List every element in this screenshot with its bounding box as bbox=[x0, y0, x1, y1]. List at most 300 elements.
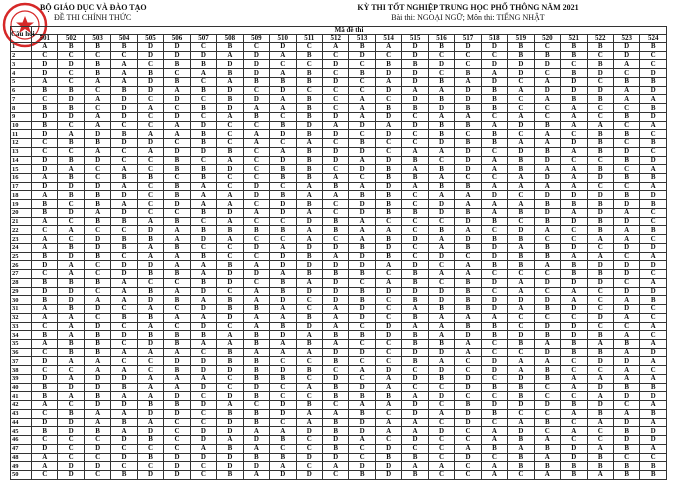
answer-cell: A bbox=[32, 43, 58, 52]
subject-line: Bài thi: NGOẠI NGỮ; Môn thi: TIẾNG NHẬT bbox=[391, 13, 545, 22]
answer-cell: D bbox=[428, 366, 454, 375]
answer-cell: D bbox=[270, 401, 296, 410]
answer-cell: B bbox=[164, 77, 190, 86]
answer-cell: B bbox=[587, 43, 613, 52]
answer-cell: B bbox=[217, 305, 243, 314]
answer-cell: C bbox=[587, 305, 613, 314]
answer-cell: C bbox=[534, 104, 560, 113]
answer-cell: B bbox=[84, 217, 110, 226]
answer-cell: B bbox=[58, 305, 84, 314]
answer-cell: D bbox=[322, 243, 348, 252]
answer-cell: D bbox=[587, 357, 613, 366]
answer-cell: D bbox=[164, 51, 190, 60]
answer-cell: A bbox=[32, 174, 58, 183]
answer-cell: C bbox=[322, 401, 348, 410]
answer-cell: B bbox=[508, 462, 534, 471]
answer-cell: D bbox=[217, 462, 243, 471]
answer-cell: A bbox=[322, 191, 348, 200]
table-row bbox=[11, 121, 667, 130]
answer-cell: D bbox=[84, 322, 110, 331]
answer-cell: D bbox=[32, 165, 58, 174]
answer-cell: A bbox=[640, 444, 667, 453]
answer-cell: B bbox=[243, 226, 269, 235]
answer-cell: A bbox=[561, 174, 587, 183]
answer-cell: C bbox=[296, 305, 322, 314]
exam-code-cell: 506 bbox=[164, 35, 190, 43]
exam-code-cell: 513 bbox=[349, 35, 375, 43]
answer-cell: A bbox=[561, 296, 587, 305]
answer-cell: B bbox=[561, 51, 587, 60]
answer-cell: B bbox=[587, 331, 613, 340]
answer-cell: B bbox=[481, 331, 507, 340]
answer-cell: D bbox=[349, 418, 375, 427]
answer-cell: C bbox=[375, 409, 401, 418]
answer-cell: D bbox=[481, 43, 507, 52]
answer-cell: A bbox=[58, 270, 84, 279]
answer-cell: A bbox=[84, 95, 110, 104]
answer-cell: B bbox=[137, 287, 163, 296]
answer-cell: B bbox=[561, 462, 587, 471]
answer-cell: D bbox=[561, 322, 587, 331]
answer-cell: B bbox=[190, 165, 216, 174]
answer-cell: B bbox=[561, 401, 587, 410]
answer-cell: A bbox=[217, 339, 243, 348]
answer-cell: D bbox=[243, 270, 269, 279]
answer-cell: C bbox=[428, 418, 454, 427]
answer-cell: A bbox=[455, 77, 481, 86]
answer-cell: C bbox=[190, 95, 216, 104]
answer-cell: B bbox=[190, 60, 216, 69]
answer-cell: C bbox=[375, 139, 401, 148]
answer-cell: D bbox=[640, 191, 667, 200]
answer-cell: B bbox=[349, 191, 375, 200]
answer-cell: B bbox=[32, 200, 58, 209]
answer-cell: D bbox=[137, 226, 163, 235]
answer-cell: C bbox=[508, 77, 534, 86]
answer-cell: B bbox=[481, 383, 507, 392]
answer-cell: A bbox=[534, 130, 560, 139]
exam-code-cell: 501 bbox=[32, 35, 58, 43]
answer-cell: A bbox=[587, 339, 613, 348]
answer-cell: C bbox=[137, 121, 163, 130]
answer-cell: A bbox=[402, 427, 428, 436]
answer-cell: B bbox=[270, 322, 296, 331]
exam-code-cell: 519 bbox=[508, 35, 534, 43]
answer-cell: B bbox=[508, 208, 534, 217]
answer-cell: C bbox=[561, 436, 587, 445]
answer-cell: C bbox=[640, 147, 667, 156]
table-row bbox=[11, 470, 667, 479]
answer-cell: D bbox=[587, 313, 613, 322]
answer-cell: C bbox=[428, 278, 454, 287]
answer-cell: B bbox=[561, 339, 587, 348]
answer-cell: D bbox=[587, 208, 613, 217]
answer-cell: C bbox=[270, 392, 296, 401]
answer-cell: D bbox=[455, 217, 481, 226]
answer-cell: C bbox=[296, 444, 322, 453]
answer-cell: A bbox=[561, 182, 587, 191]
answer-cell: D bbox=[164, 112, 190, 121]
answer-cell: C bbox=[349, 374, 375, 383]
answer-cell: C bbox=[164, 174, 190, 183]
answer-cell: B bbox=[561, 261, 587, 270]
question-number: 31 bbox=[11, 305, 32, 314]
answer-cell: B bbox=[561, 270, 587, 279]
table-row bbox=[11, 147, 667, 156]
answer-cell: C bbox=[217, 383, 243, 392]
question-number: 1 bbox=[11, 43, 32, 52]
answer-cell: A bbox=[561, 287, 587, 296]
answer-cell: D bbox=[534, 278, 560, 287]
answer-cell: D bbox=[32, 261, 58, 270]
answer-cell: A bbox=[508, 418, 534, 427]
answer-cell: C bbox=[534, 112, 560, 121]
answer-cell: C bbox=[84, 51, 110, 60]
answer-cell: D bbox=[296, 427, 322, 436]
answer-cell: A bbox=[561, 252, 587, 261]
answer-cell: D bbox=[137, 427, 163, 436]
answer-cell: B bbox=[402, 313, 428, 322]
question-number: 17 bbox=[11, 182, 32, 191]
answer-cell: A bbox=[375, 374, 401, 383]
answer-cell: B bbox=[534, 121, 560, 130]
answer-cell: A bbox=[58, 165, 84, 174]
answer-cell: D bbox=[58, 208, 84, 217]
answer-cell: A bbox=[270, 104, 296, 113]
answer-cell: C bbox=[243, 156, 269, 165]
answer-cell: A bbox=[613, 226, 639, 235]
answer-cell: C bbox=[561, 392, 587, 401]
answer-cell: C bbox=[455, 60, 481, 69]
answer-cell: A bbox=[640, 322, 667, 331]
answer-rows bbox=[11, 43, 667, 480]
answer-cell: B bbox=[84, 200, 110, 209]
answer-cell: B bbox=[322, 217, 348, 226]
answer-cell: B bbox=[217, 444, 243, 453]
answer-cell: C bbox=[349, 278, 375, 287]
answer-cell: A bbox=[481, 156, 507, 165]
answer-cell: B bbox=[270, 191, 296, 200]
answer-cell: B bbox=[111, 43, 137, 52]
answer-cell: A bbox=[428, 243, 454, 252]
answer-cell: D bbox=[587, 174, 613, 183]
answer-cell: D bbox=[111, 95, 137, 104]
answer-cell: B bbox=[243, 112, 269, 121]
answer-cell: A bbox=[111, 60, 137, 69]
answer-cell: C bbox=[640, 453, 667, 462]
answer-cell: D bbox=[508, 401, 534, 410]
answer-cell: A bbox=[561, 409, 587, 418]
table-row bbox=[11, 43, 667, 52]
answer-cell: D bbox=[217, 427, 243, 436]
answer-cell: B bbox=[164, 270, 190, 279]
answer-cell: D bbox=[137, 77, 163, 86]
answer-cell: B bbox=[137, 174, 163, 183]
answer-cell: D bbox=[217, 104, 243, 113]
answer-cell: C bbox=[640, 51, 667, 60]
answer-cell: D bbox=[137, 470, 163, 479]
answer-cell: C bbox=[217, 139, 243, 148]
answer-cell: B bbox=[534, 217, 560, 226]
answer-cell: C bbox=[190, 348, 216, 357]
answer-cell: B bbox=[137, 313, 163, 322]
answer-cell: A bbox=[428, 191, 454, 200]
answer-cell: B bbox=[190, 208, 216, 217]
answer-cell: D bbox=[481, 366, 507, 375]
answer-cell: B bbox=[137, 331, 163, 340]
answer-cell: C bbox=[534, 43, 560, 52]
answer-cell: D bbox=[296, 322, 322, 331]
answer-cell: C bbox=[534, 392, 560, 401]
answer-cell: C bbox=[402, 252, 428, 261]
answer-cell: A bbox=[508, 305, 534, 314]
answer-cell: A bbox=[270, 69, 296, 78]
answer-cell: D bbox=[296, 470, 322, 479]
answer-cell: B bbox=[32, 121, 58, 130]
answer-cell: D bbox=[375, 331, 401, 340]
answer-cell: B bbox=[111, 313, 137, 322]
answer-cell: A bbox=[375, 261, 401, 270]
answer-cell: A bbox=[111, 366, 137, 375]
answer-cell: C bbox=[613, 165, 639, 174]
answer-cell: A bbox=[164, 261, 190, 270]
answer-cell: A bbox=[270, 339, 296, 348]
question-number: 3 bbox=[11, 60, 32, 69]
answer-cell: D bbox=[270, 366, 296, 375]
answer-cell: B bbox=[428, 374, 454, 383]
answer-cell: B bbox=[243, 331, 269, 340]
answer-cell: D bbox=[217, 313, 243, 322]
answer-cell: C bbox=[481, 348, 507, 357]
answer-cell: B bbox=[58, 156, 84, 165]
answer-cell: A bbox=[375, 383, 401, 392]
answer-cell: D bbox=[534, 156, 560, 165]
answer-cell: A bbox=[534, 165, 560, 174]
answer-cell: B bbox=[508, 235, 534, 244]
answer-cell: C bbox=[455, 470, 481, 479]
answer-cell: D bbox=[322, 77, 348, 86]
answer-cell: D bbox=[508, 226, 534, 235]
answer-cell: A bbox=[296, 235, 322, 244]
answer-cell: C bbox=[164, 427, 190, 436]
answer-cell: C bbox=[84, 86, 110, 95]
answer-cell: A bbox=[217, 112, 243, 121]
answer-cell: C bbox=[270, 182, 296, 191]
answer-cell: C bbox=[164, 418, 190, 427]
answer-cell: C bbox=[640, 130, 667, 139]
answer-cell: B bbox=[111, 130, 137, 139]
exam-code-cell: 516 bbox=[428, 35, 454, 43]
answer-cell: D bbox=[613, 392, 639, 401]
answer-cell: A bbox=[375, 401, 401, 410]
answer-cell: A bbox=[534, 226, 560, 235]
answer-cell: C bbox=[587, 104, 613, 113]
answer-cell: B bbox=[84, 139, 110, 148]
table-row bbox=[11, 339, 667, 348]
answer-cell: C bbox=[296, 86, 322, 95]
answer-cell: D bbox=[481, 77, 507, 86]
answer-cell: D bbox=[534, 348, 560, 357]
answer-cell: B bbox=[587, 453, 613, 462]
answer-cell: D bbox=[402, 69, 428, 78]
answer-cell: A bbox=[32, 77, 58, 86]
answer-cell: B bbox=[508, 156, 534, 165]
answer-cell: B bbox=[270, 374, 296, 383]
answer-cell: A bbox=[640, 374, 667, 383]
answer-cell: A bbox=[349, 217, 375, 226]
answer-cell: C bbox=[296, 374, 322, 383]
answer-cell: D bbox=[587, 191, 613, 200]
answer-cell: B bbox=[534, 462, 560, 471]
question-number: 33 bbox=[11, 322, 32, 331]
table-row bbox=[11, 208, 667, 217]
question-number: 13 bbox=[11, 147, 32, 156]
answer-cell: A bbox=[534, 261, 560, 270]
answer-cell: A bbox=[375, 418, 401, 427]
answer-cell: C bbox=[164, 69, 190, 78]
answer-cell: D bbox=[32, 130, 58, 139]
answer-cell: B bbox=[508, 339, 534, 348]
answer-cell: B bbox=[402, 453, 428, 462]
answer-cell: C bbox=[137, 366, 163, 375]
answer-cell: B bbox=[481, 95, 507, 104]
answer-cell: D bbox=[111, 401, 137, 410]
answer-cell: B bbox=[613, 112, 639, 121]
answer-cell: C bbox=[640, 60, 667, 69]
question-number: 37 bbox=[11, 357, 32, 366]
answer-cell: B bbox=[270, 121, 296, 130]
answer-cell: A bbox=[243, 104, 269, 113]
answer-cell: C bbox=[508, 409, 534, 418]
answer-cell: B bbox=[534, 331, 560, 340]
answer-cell: D bbox=[84, 401, 110, 410]
answer-cell: A bbox=[508, 287, 534, 296]
table-row bbox=[11, 200, 667, 209]
answer-cell: B bbox=[322, 182, 348, 191]
answer-cell: B bbox=[534, 200, 560, 209]
answer-cell: C bbox=[243, 235, 269, 244]
answer-cell: D bbox=[561, 217, 587, 226]
answer-cell: D bbox=[137, 409, 163, 418]
answer-cell: A bbox=[164, 86, 190, 95]
answer-cell: D bbox=[270, 156, 296, 165]
answer-cell: D bbox=[561, 278, 587, 287]
answer-cell: C bbox=[587, 156, 613, 165]
answer-cell: B bbox=[349, 43, 375, 52]
answer-cell: D bbox=[270, 470, 296, 479]
answer-cell: B bbox=[375, 165, 401, 174]
answer-cell: B bbox=[296, 270, 322, 279]
answer-cell: C bbox=[428, 51, 454, 60]
answer-cell: B bbox=[587, 217, 613, 226]
question-number: 44 bbox=[11, 418, 32, 427]
answer-cell: B bbox=[587, 200, 613, 209]
answer-cell: A bbox=[137, 348, 163, 357]
answer-cell: C bbox=[243, 401, 269, 410]
question-number: 38 bbox=[11, 366, 32, 375]
answer-cell: B bbox=[322, 270, 348, 279]
answer-cell: A bbox=[640, 339, 667, 348]
answer-cell: D bbox=[190, 121, 216, 130]
answer-cell: C bbox=[190, 77, 216, 86]
answer-cell: D bbox=[58, 287, 84, 296]
answer-cell: C bbox=[613, 139, 639, 148]
answer-cell: B bbox=[587, 95, 613, 104]
answer-cell: B bbox=[243, 305, 269, 314]
answer-cell: A bbox=[296, 331, 322, 340]
answer-cell: D bbox=[428, 392, 454, 401]
table-row bbox=[11, 77, 667, 86]
answer-cell: B bbox=[164, 191, 190, 200]
answer-cell: D bbox=[508, 296, 534, 305]
answer-cell: A bbox=[322, 174, 348, 183]
answer-cell: D bbox=[32, 287, 58, 296]
answer-cell: C bbox=[322, 95, 348, 104]
answer-cell: A bbox=[164, 252, 190, 261]
answer-cell: D bbox=[190, 322, 216, 331]
answer-cell: D bbox=[243, 51, 269, 60]
answer-cell: C bbox=[58, 51, 84, 60]
question-number: 47 bbox=[11, 444, 32, 453]
answer-cell: A bbox=[137, 374, 163, 383]
answer-cell: D bbox=[32, 156, 58, 165]
table-row bbox=[11, 165, 667, 174]
answer-cell: A bbox=[561, 383, 587, 392]
answer-cell: B bbox=[402, 470, 428, 479]
answer-cell: A bbox=[137, 104, 163, 113]
answer-cell: A bbox=[58, 322, 84, 331]
answer-cell: A bbox=[164, 235, 190, 244]
question-number: 27 bbox=[11, 270, 32, 279]
answer-cell: B bbox=[481, 235, 507, 244]
answer-cell: D bbox=[375, 444, 401, 453]
answer-cell: C bbox=[111, 357, 137, 366]
answer-cell: A bbox=[613, 366, 639, 375]
answer-cell: A bbox=[270, 51, 296, 60]
answer-cell: D bbox=[640, 243, 667, 252]
answer-cell: C bbox=[375, 348, 401, 357]
answer-cell: C bbox=[508, 348, 534, 357]
answer-cell: D bbox=[164, 409, 190, 418]
answer-cell: D bbox=[640, 392, 667, 401]
answer-cell: C bbox=[190, 409, 216, 418]
answer-cell: D bbox=[455, 409, 481, 418]
table-row bbox=[11, 401, 667, 410]
exam-code-cell: 509 bbox=[243, 35, 269, 43]
answer-cell: D bbox=[349, 165, 375, 174]
answer-cell: D bbox=[243, 243, 269, 252]
answer-cell: A bbox=[270, 243, 296, 252]
answer-cell: C bbox=[402, 112, 428, 121]
answer-cell: C bbox=[137, 191, 163, 200]
answer-cell: B bbox=[613, 444, 639, 453]
answer-cell: D bbox=[613, 200, 639, 209]
answer-cell: A bbox=[190, 296, 216, 305]
answer-cell: C bbox=[137, 357, 163, 366]
answer-cell: A bbox=[137, 130, 163, 139]
answer-cell: B bbox=[296, 69, 322, 78]
answer-cell: C bbox=[190, 243, 216, 252]
answer-cell: C bbox=[481, 147, 507, 156]
answer-cell: A bbox=[455, 348, 481, 357]
exam-code-cell: 505 bbox=[137, 35, 163, 43]
question-number: 34 bbox=[11, 331, 32, 340]
answer-cell: B bbox=[164, 331, 190, 340]
answer-cell: B bbox=[534, 51, 560, 60]
answer-cell: C bbox=[428, 453, 454, 462]
answer-cell: D bbox=[32, 418, 58, 427]
answer-cell: C bbox=[58, 200, 84, 209]
